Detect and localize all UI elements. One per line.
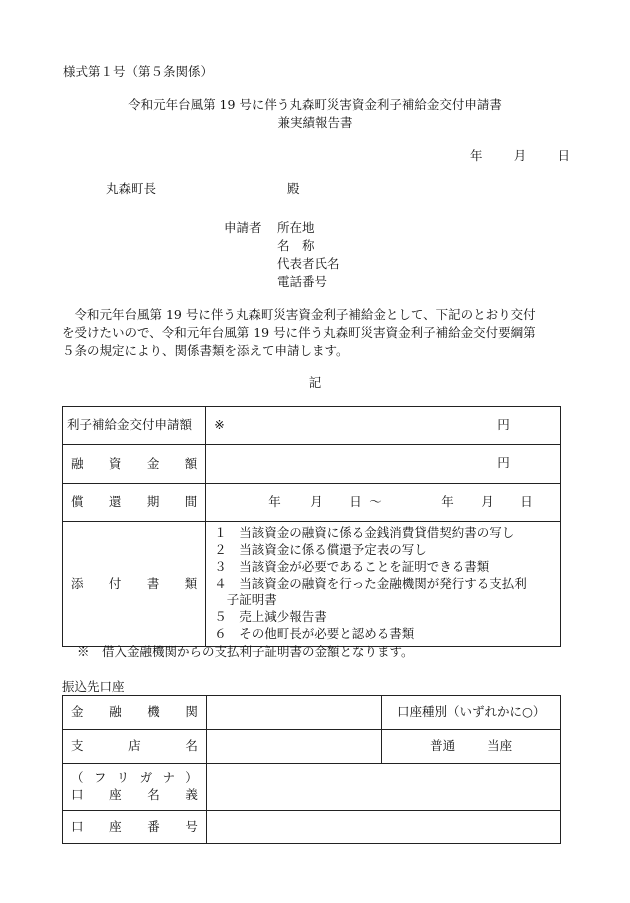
bank-name-field[interactable]	[206, 696, 381, 730]
form-title-line2: 兼実績報告書	[277, 115, 353, 130]
yen-unit: 円	[497, 417, 510, 432]
table-row-account-number	[63, 811, 561, 844]
distributed-text: 添 付 書 類	[71, 575, 198, 591]
table-row-bank-name	[63, 696, 561, 730]
date-line	[470, 148, 570, 165]
period-end-year: 年	[441, 494, 454, 509]
applicant-field-name: 名 称	[277, 238, 315, 253]
attachment-item: 子証明書	[214, 592, 277, 608]
applicant-label: 申請者	[224, 220, 262, 235]
distributed-text: 金 融 機 関	[71, 704, 198, 720]
table-row-branch-name	[63, 730, 561, 764]
distributed-text: （ フ リ ガ ナ ）	[71, 770, 198, 786]
attachment-item: ６ その他町長が必要と認める書類	[214, 626, 415, 642]
table-row-repayment-period	[63, 484, 561, 522]
repayment-period-field[interactable]	[206, 484, 561, 522]
bank-name-label	[63, 696, 207, 730]
account-number-field[interactable]	[206, 811, 560, 844]
account-number-label	[63, 811, 207, 844]
body-text-line1: 令和元年台風第 19 号に伴う丸森町災害資金利子補給金として、下記のとおり交付	[62, 307, 536, 322]
bank-account-table	[62, 695, 561, 844]
form-number: 様式第１号（第５条関係）	[63, 64, 214, 79]
applicant-field-representative: 代表者氏名	[277, 256, 340, 271]
account-type-options	[382, 730, 561, 764]
recipient-name: 丸森町長	[106, 181, 157, 196]
branch-name-field[interactable]	[206, 730, 381, 764]
branch-name-label	[63, 730, 207, 764]
date-month-label: 月	[513, 148, 527, 163]
loan-amount-field[interactable]	[206, 445, 561, 484]
distributed-text: 融 資 金 額	[71, 455, 198, 471]
body-text-line2: を受けたいので、令和元年台風第 19 号に伴う丸森町災害資金利子補給金交付要綱第	[62, 325, 536, 340]
account-holder-field[interactable]	[206, 764, 560, 811]
attachment-item: ２ 当該資金に係る償還予定表の写し	[214, 541, 427, 557]
distributed-text: 口 座 番 号	[71, 818, 198, 834]
subsidy-amount-label: 利子補給金交付申請額	[63, 407, 206, 445]
table-row-subsidy-amount	[63, 407, 561, 445]
account-holder-label	[63, 764, 207, 811]
date-day-label: 日	[557, 148, 570, 163]
asterisk-mark: ※	[214, 417, 225, 432]
account-type-label: 口座種別（いずれかに○）	[382, 696, 561, 730]
attachments-list	[206, 522, 561, 647]
attachment-item: ３ 当該資金が必要であることを証明できる書類	[214, 558, 490, 574]
table-row-account-holder	[63, 764, 561, 811]
distributed-text: 償 還 期 間	[71, 494, 198, 510]
attachment-item: ５ 売上減少報告書	[214, 609, 327, 625]
application-table	[62, 406, 561, 647]
account-type-ordinary[interactable]: 普通	[430, 738, 456, 754]
ki-heading: 記	[308, 375, 322, 390]
yen-unit: 円	[497, 455, 510, 470]
account-type-current[interactable]: 当座	[487, 738, 513, 754]
attachments-label	[63, 522, 206, 647]
table-row-attachments	[63, 522, 561, 647]
table-row-loan-amount	[63, 445, 561, 484]
repayment-period-label	[63, 484, 206, 522]
applicant-field-address: 所在地	[277, 220, 315, 235]
recipient-honorific: 殿	[287, 181, 300, 196]
body-text-line3: ５条の規定により、関係書類を添えて申請します。	[62, 343, 349, 358]
period-end-day: 日	[520, 494, 533, 509]
period-start-day: 日	[349, 494, 362, 509]
attachment-item: ４ 当該資金の融資を行った金融機関が発行する支払利	[214, 575, 527, 591]
period-tilde: ～	[369, 494, 382, 509]
period-start-month: 月	[310, 494, 323, 509]
bank-section-title: 振込先口座	[62, 679, 125, 694]
distributed-text: 口 座 名 義	[71, 787, 198, 802]
period-end-month: 月	[481, 494, 494, 509]
period-start-year: 年	[268, 494, 281, 509]
distributed-text: 支 店 名	[71, 738, 198, 754]
subsidy-amount-field[interactable]	[206, 407, 561, 445]
attachment-item: １ 当該資金の融資に係る金銭消費貸借契約書の写し	[214, 524, 515, 540]
applicant-field-phone: 電話番号	[277, 274, 328, 289]
note-text: ※ 借入金融機関からの支払利子証明書の金額となります。	[77, 644, 414, 659]
loan-amount-label	[63, 445, 206, 484]
form-title-line1: 令和元年台風第 19 号に伴う丸森町災害資金利子補給金交付申請書	[128, 97, 502, 112]
date-year-label: 年	[470, 148, 483, 163]
